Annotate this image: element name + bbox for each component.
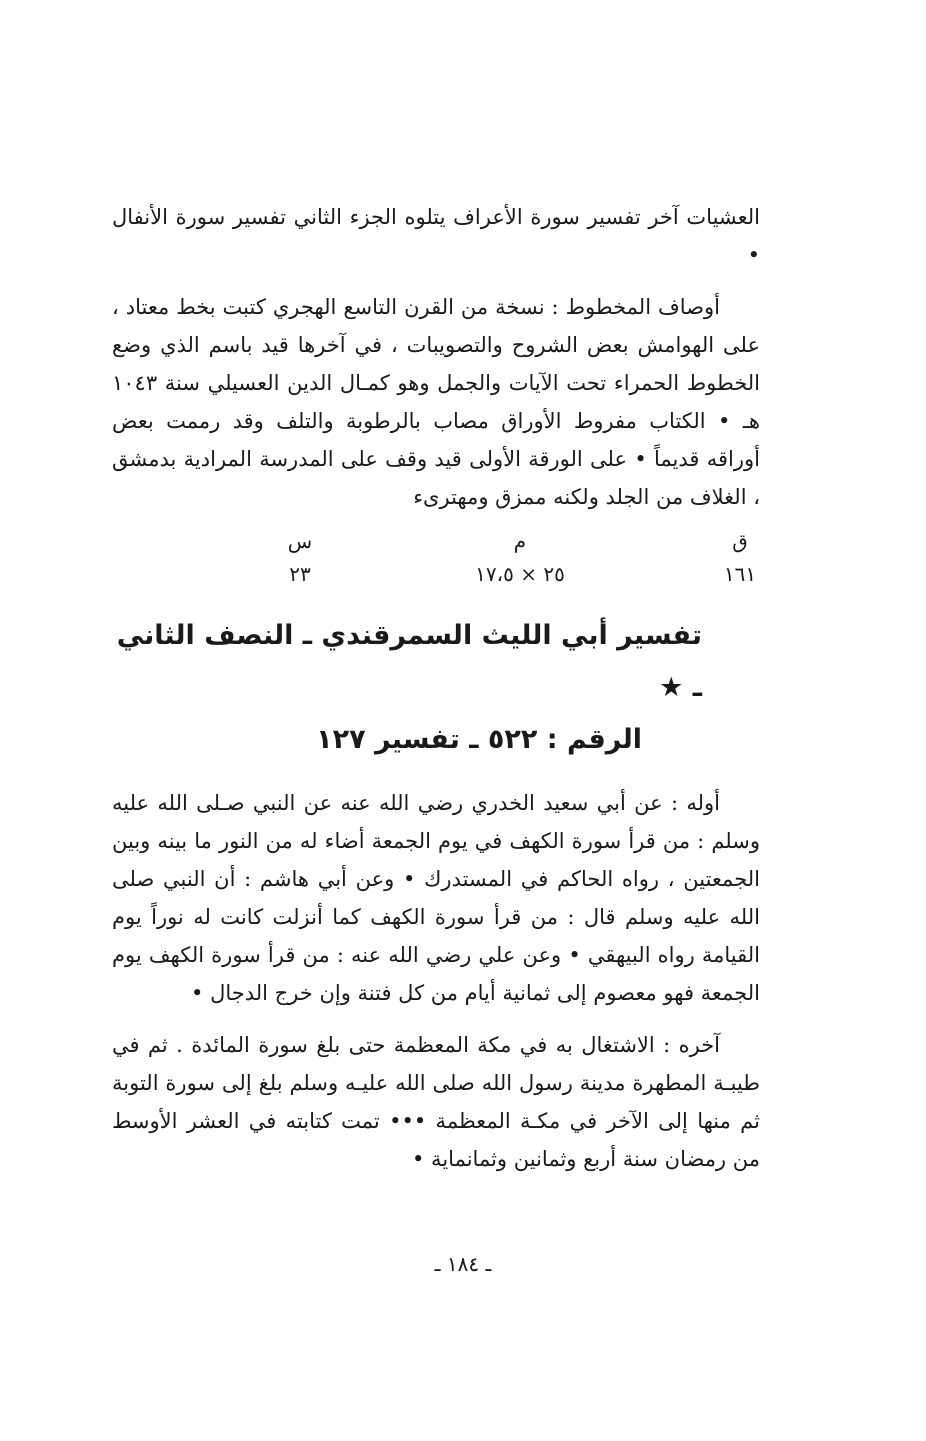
manuscript-description-paragraph: أوصاف المخطوط : نسخة من القرن التاسع الهجري كتبت بخط معتاد ، على الهوامش بعض الشروح والتصويبات ، في آخرها قيد باسم الذي وضع الخطوط الحمراء تحت الآيات والجمل وهو كمـال الدين العسيلي سنة ١٠٤٣ هـ • الكتاب مفروط الأوراق مصاب بالرطوبة والتلف وقد رممت بعض أوراقه قديماً • على الورقة الأولى قيد وقف على المدرسة المرادية بدمشق ، الغلاف من الجلد ولكنه ممزق ومهترىء [112, 295, 760, 509]
entry-number: الرقم : ٥٢٢ ـ تفسير ١٢٧ [316, 724, 642, 755]
entry-title-text: تفسير أبي الليث السمرقندي ـ النصف الثاني ـ [116, 620, 702, 703]
dimension-label-q: ق [732, 529, 748, 553]
dimension-value-q: ١٦١ [723, 562, 757, 586]
entry-title [112, 610, 760, 714]
dimension-label-m: م [513, 529, 527, 553]
page-body [112, 198, 760, 1178]
dimension-value-s: ٢٣ [289, 562, 311, 586]
star-icon: ★ [659, 672, 684, 703]
dimension-column-s [220, 526, 380, 592]
closing-paragraph: آخره : الاشتغال به في مكة المعظمة حتى بلغ سورة المائدة . ثم في طيبـة المطهرة مدينة رسول الله صلى الله عليـه وسلم بلغ إلى سورة التوبة ثم منها إلى الآخر في مكـة المعظمة ••• تمت كتابته في العشر الأوسط من رمضان سنة أربع وثمانين وثمانماية • [112, 1033, 760, 1171]
page-number: ـ ١٨٤ ـ [434, 1252, 492, 1276]
dimension-label-s: س [287, 529, 313, 553]
intro-paragraph: العشيات آخر تفسير سورة الأعراف يتلوه الجزء الثاني تفسير سورة الأنفال • [112, 205, 760, 267]
dimension-column-q [660, 526, 820, 592]
dimension-value-m: ٢٥ × ١٧،٥ [475, 562, 565, 586]
dimension-column-m [440, 526, 600, 592]
dimensions-table [112, 526, 760, 596]
opening-paragraph: أوله : عن أبي سعيد الخدري رضي الله عنه عن النبي صـلى الله عليه وسلم : من قرأ سورة الكهف في يوم الجمعة أضاء له من النور ما بينه وبين الجمعتين ، رواه الحاكم في المستدرك • وعن أبي هاشم : أن النبي صلى الله عليه وسلم قال : من قرأ سورة الكهف كما أنزلت كانت له نوراً يوم القيامة رواه البيهقي • وعن علي رضي الله عنه : من قرأ سورة الكهف يوم الجمعة فهو معصوم إلى ثمانية أيام من كل فتنة وإن خرج الدجال • [112, 791, 760, 1005]
